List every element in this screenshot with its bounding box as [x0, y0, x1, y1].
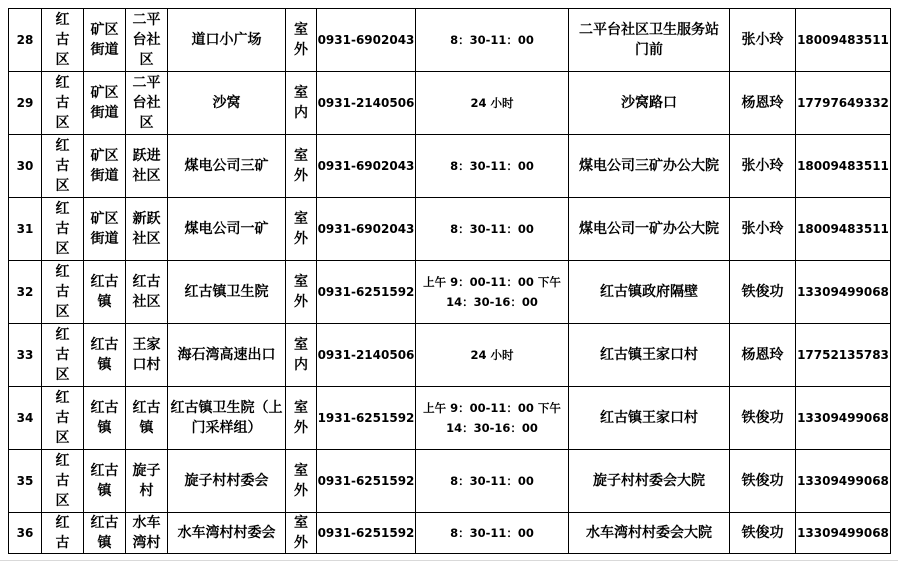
cell-phone: 0931-6902043	[317, 198, 416, 261]
testing-sites-table	[8, 8, 891, 554]
cell-location-type: 室内	[286, 72, 317, 135]
cell-street: 红古镇	[84, 450, 126, 513]
cell-address: 旋子村村委会大院	[569, 450, 730, 513]
cell-district: 红古区	[42, 135, 84, 198]
cell-district: 红古区	[42, 261, 84, 324]
cell-site: 水车湾村村委会	[168, 513, 286, 554]
cell-mobile: 13309499068	[796, 513, 891, 554]
cell-community: 王家口村	[126, 324, 168, 387]
cell-site: 红古镇卫生院（上门采样组）	[168, 387, 286, 450]
cell-no: 29	[9, 72, 42, 135]
cell-hours: 上午 9：00-11：00 下午 14：30-16：00	[416, 387, 569, 450]
cell-street: 红古镇	[84, 324, 126, 387]
cell-phone: 0931-6251592	[317, 261, 416, 324]
cell-mobile: 13309499068	[796, 450, 891, 513]
cell-hours: 8：30-11：00	[416, 9, 569, 72]
cell-address: 煤电公司一矿办公大院	[569, 198, 730, 261]
cell-address: 沙窝路口	[569, 72, 730, 135]
cell-street: 红古镇	[84, 513, 126, 554]
cell-location-type: 室外	[286, 450, 317, 513]
cell-phone: 0931-6902043	[317, 135, 416, 198]
table-row	[9, 261, 891, 324]
cell-site: 煤电公司一矿	[168, 198, 286, 261]
cell-address: 红古镇王家口村	[569, 387, 730, 450]
cell-phone: 0931-2140506	[317, 72, 416, 135]
table-row	[9, 198, 891, 261]
table-row	[9, 450, 891, 513]
cell-location-type: 室外	[286, 513, 317, 554]
cell-district: 红古区	[42, 72, 84, 135]
cell-street: 矿区街道	[84, 198, 126, 261]
cell-no: 32	[9, 261, 42, 324]
page-divider	[0, 560, 898, 561]
cell-community: 二平台社区	[126, 9, 168, 72]
cell-street: 红古镇	[84, 387, 126, 450]
table-row	[9, 135, 891, 198]
cell-address: 煤电公司三矿办公大院	[569, 135, 730, 198]
cell-site: 煤电公司三矿	[168, 135, 286, 198]
cell-community: 新跃社区	[126, 198, 168, 261]
cell-hours: 上午 9：00-11：00 下午 14：30-16：00	[416, 261, 569, 324]
cell-contact: 铁俊功	[730, 513, 796, 554]
cell-hours: 24 小时	[416, 324, 569, 387]
cell-district: 红古区	[42, 387, 84, 450]
cell-community: 红古镇	[126, 387, 168, 450]
cell-location-type: 室外	[286, 261, 317, 324]
cell-contact: 铁俊功	[730, 261, 796, 324]
cell-no: 30	[9, 135, 42, 198]
cell-contact: 铁俊功	[730, 387, 796, 450]
cell-community: 红古社区	[126, 261, 168, 324]
cell-site: 红古镇卫生院	[168, 261, 286, 324]
cell-street: 红古镇	[84, 261, 126, 324]
table-row	[9, 324, 891, 387]
cell-address: 水车湾村村委会大院	[569, 513, 730, 554]
table-row	[9, 72, 891, 135]
cell-no: 34	[9, 387, 42, 450]
cell-contact: 杨恩玲	[730, 324, 796, 387]
cell-no: 36	[9, 513, 42, 554]
document-page	[8, 8, 891, 554]
cell-site: 道口小广场	[168, 9, 286, 72]
cell-site: 沙窝	[168, 72, 286, 135]
cell-contact: 铁俊功	[730, 450, 796, 513]
cell-phone: 0931-6251592	[317, 513, 416, 554]
cell-location-type: 室外	[286, 387, 317, 450]
cell-site: 旋子村村委会	[168, 450, 286, 513]
cell-no: 33	[9, 324, 42, 387]
cell-location-type: 室外	[286, 135, 317, 198]
cell-district: 红古区	[42, 324, 84, 387]
cell-no: 35	[9, 450, 42, 513]
cell-street: 矿区街道	[84, 135, 126, 198]
cell-address: 红古镇王家口村	[569, 324, 730, 387]
cell-location-type: 室外	[286, 9, 317, 72]
cell-location-type: 室外	[286, 198, 317, 261]
table-row	[9, 513, 891, 554]
cell-no: 31	[9, 198, 42, 261]
table-row	[9, 9, 891, 72]
cell-mobile: 13309499068	[796, 261, 891, 324]
cell-district: 红古区	[42, 198, 84, 261]
cell-contact: 张小玲	[730, 135, 796, 198]
table-row	[9, 387, 891, 450]
cell-location-type: 室内	[286, 324, 317, 387]
cell-community: 跃进社区	[126, 135, 168, 198]
cell-mobile: 17797649332	[796, 72, 891, 135]
cell-address: 二平台社区卫生服务站门前	[569, 9, 730, 72]
cell-phone: 1931-6251592	[317, 387, 416, 450]
cell-hours: 8：30-11：00	[416, 198, 569, 261]
cell-phone: 0931-6251592	[317, 450, 416, 513]
cell-mobile: 18009483511	[796, 9, 891, 72]
cell-district: 红古区	[42, 450, 84, 513]
cell-hours: 8：30-11：00	[416, 450, 569, 513]
cell-phone: 0931-6902043	[317, 9, 416, 72]
cell-district: 红古区	[42, 9, 84, 72]
cell-community: 水车湾村	[126, 513, 168, 554]
cell-contact: 张小玲	[730, 9, 796, 72]
cell-mobile: 18009483511	[796, 135, 891, 198]
cell-phone: 0931-2140506	[317, 324, 416, 387]
cell-contact: 杨恩玲	[730, 72, 796, 135]
cell-street: 矿区街道	[84, 9, 126, 72]
cell-mobile: 17752135783	[796, 324, 891, 387]
cell-site: 海石湾高速出口	[168, 324, 286, 387]
cell-address: 红古镇政府隔壁	[569, 261, 730, 324]
cell-district: 红古	[42, 513, 84, 554]
cell-community: 二平台社区	[126, 72, 168, 135]
cell-no: 28	[9, 9, 42, 72]
cell-hours: 24 小时	[416, 72, 569, 135]
cell-contact: 张小玲	[730, 198, 796, 261]
cell-hours: 8：30-11：00	[416, 513, 569, 554]
cell-mobile: 18009483511	[796, 198, 891, 261]
cell-hours: 8：30-11：00	[416, 135, 569, 198]
cell-community: 旋子村	[126, 450, 168, 513]
cell-street: 矿区街道	[84, 72, 126, 135]
cell-mobile: 13309499068	[796, 387, 891, 450]
